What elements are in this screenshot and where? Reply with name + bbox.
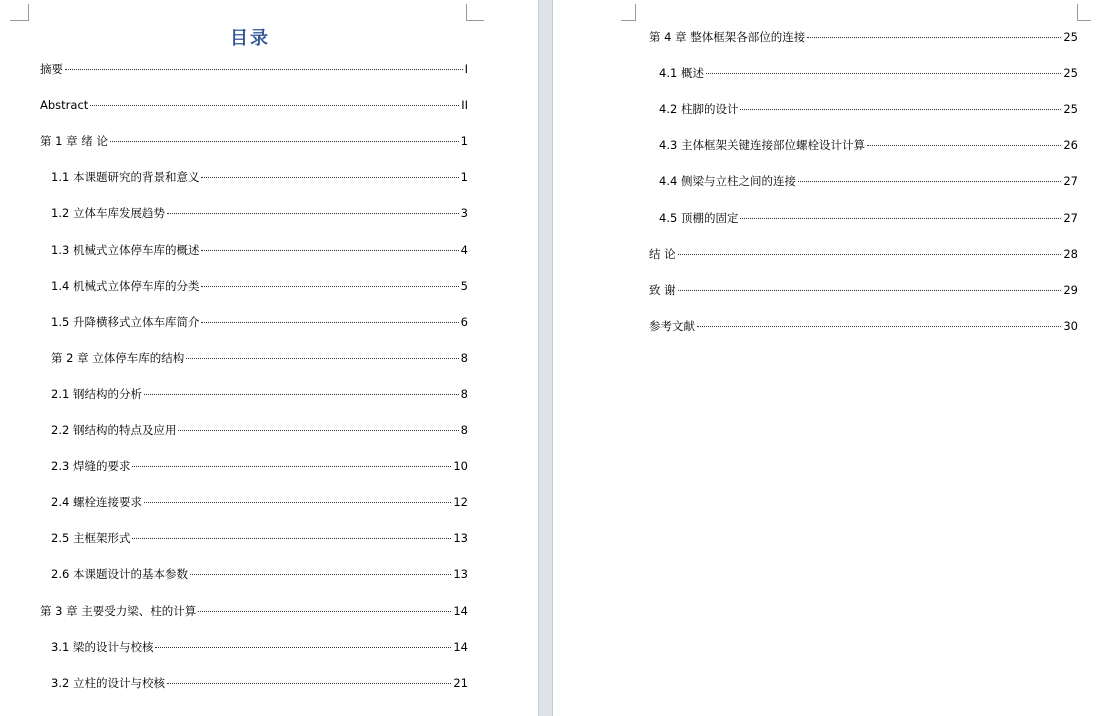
toc-entry-page-number: 4	[460, 242, 468, 257]
toc-entry-label: 1.3 机械式立体停车库的概述	[51, 242, 200, 257]
toc-entry-page-number: 27	[1063, 210, 1078, 225]
toc-entry-page-number: 3	[460, 206, 468, 221]
toc-entry[interactable]	[51, 170, 468, 184]
toc-dot-leader	[740, 218, 1061, 219]
toc-dot-leader	[178, 430, 458, 431]
toc-entry-page-number: 27	[1063, 174, 1078, 189]
toc-entry[interactable]	[649, 30, 1078, 44]
toc-dot-leader	[201, 322, 458, 323]
toc-entry[interactable]	[659, 211, 1078, 225]
toc-dot-leader	[186, 358, 458, 359]
toc-dot-leader	[110, 141, 459, 142]
toc-entry-label: 2.6 本课题设计的基本参数	[51, 567, 188, 582]
toc-dot-leader	[167, 213, 459, 214]
toc-entry-label: 1.2 立体车库发展趋势	[51, 206, 165, 221]
toc-entry[interactable]	[51, 206, 468, 220]
toc-entry[interactable]	[649, 319, 1078, 333]
toc-entry-page-number: 12	[453, 495, 468, 510]
toc-entry-page-number: 29	[1063, 282, 1078, 297]
toc-entry[interactable]	[659, 66, 1078, 80]
toc-entry-label: 第 3 章 主要受力梁、柱的计算	[40, 603, 197, 618]
toc-entry-label: 4.4 侧梁与立柱之间的连接	[659, 174, 796, 189]
toc-dot-leader	[740, 109, 1061, 110]
toc-entry-label: 参考文献	[649, 318, 695, 333]
toc-entry[interactable]	[51, 495, 468, 509]
toc-dot-leader	[798, 181, 1061, 182]
toc-dot-leader	[697, 326, 1061, 327]
toc-entry-label: 4.1 概述	[659, 66, 704, 81]
toc-dot-leader	[807, 37, 1061, 38]
toc-dot-leader	[90, 105, 459, 106]
toc-entry-page-number: 13	[453, 531, 468, 546]
toc-entry-page-number: 1	[460, 170, 468, 185]
toc-entry-page-number: 1	[460, 134, 468, 149]
toc-entry[interactable]	[51, 567, 468, 581]
toc-dot-leader	[167, 683, 451, 684]
toc-entry[interactable]	[51, 243, 468, 257]
toc-entry-label: 致 谢	[649, 282, 676, 297]
toc-entry[interactable]	[659, 102, 1078, 116]
toc-entry-label: 2.4 螺栓连接要求	[51, 495, 142, 510]
toc-dot-leader	[144, 502, 451, 503]
toc-entry-label: 第 2 章 立体停车库的结构	[51, 350, 185, 365]
toc-entry[interactable]	[51, 531, 468, 545]
toc-entry[interactable]	[40, 134, 468, 148]
toc-entry-page-number: 6	[460, 314, 468, 329]
toc-entry-label: 2.3 焊缝的要求	[51, 459, 131, 474]
toc-entry-label: 4.3 主体框架关键连接部位螺栓设计计算	[659, 138, 865, 153]
toc-dot-leader	[201, 286, 458, 287]
toc-dot-leader	[144, 394, 459, 395]
toc-dot-leader	[132, 538, 451, 539]
toc-entry[interactable]	[659, 138, 1078, 152]
toc-entry[interactable]	[40, 604, 468, 618]
toc-entry-label: Abstract	[40, 98, 89, 113]
page-right	[553, 0, 1108, 716]
toc-entry-page-number: 8	[460, 350, 468, 365]
toc-entry-label: 4.2 柱脚的设计	[659, 102, 739, 117]
toc-dot-leader	[678, 254, 1062, 255]
toc-entry[interactable]	[649, 247, 1078, 261]
toc-entry-page-number: 25	[1063, 30, 1078, 44]
toc-entry-label: 3.1 梁的设计与校核	[51, 639, 154, 654]
toc-dot-leader	[155, 647, 451, 648]
toc-entry-label: 1.5 升降横移式立体车库简介	[51, 314, 200, 329]
toc-entry-page-number: 8	[460, 386, 468, 401]
toc-entry-label: 4.5 顶棚的固定	[659, 210, 739, 225]
toc-entry[interactable]	[51, 676, 468, 690]
toc-entry-label: 2.1 钢结构的分析	[51, 386, 142, 401]
toc-dot-leader	[65, 69, 463, 70]
toc-entry[interactable]	[51, 459, 468, 473]
toc-dot-leader	[706, 73, 1061, 74]
toc-entry-page-number: II	[461, 98, 468, 113]
toc-entry[interactable]	[51, 351, 468, 365]
toc-dot-leader	[201, 177, 458, 178]
toc-entry-label: 摘要	[40, 62, 63, 76]
toc-entry[interactable]	[51, 423, 468, 437]
toc-entry-page-number: 8	[460, 423, 468, 437]
toc-entry-page-number: 30	[1063, 318, 1078, 333]
toc-dot-leader	[132, 466, 451, 467]
toc-entry-page-number: 14	[453, 603, 468, 618]
toc-entry-page-number: 25	[1063, 66, 1078, 81]
toc-dot-leader	[201, 250, 458, 251]
toc-entry-label: 结 论	[649, 246, 676, 261]
toc-entry[interactable]	[649, 283, 1078, 297]
toc-entry[interactable]	[659, 174, 1078, 188]
toc-entry-page-number: 28	[1063, 246, 1078, 261]
toc-entry-page-number: 14	[453, 639, 468, 654]
toc-entry[interactable]	[51, 640, 468, 654]
toc-entry-page-number: 5	[460, 278, 468, 293]
toc-dot-leader	[190, 574, 451, 575]
page-left	[0, 0, 538, 716]
toc-entry-page-number: 13	[453, 567, 468, 582]
toc-entry-label: 第 1 章 绪 论	[40, 134, 108, 149]
toc-entry-label: 第 4 章 整体框架各部位的连接	[649, 30, 806, 44]
toc-entry-label: 1.1 本课题研究的背景和意义	[51, 170, 200, 185]
toc-entry-label: 2.2 钢结构的特点及应用	[51, 423, 177, 437]
toc-entry[interactable]	[51, 387, 468, 401]
toc-entry-label: 1.4 机械式立体停车库的分类	[51, 278, 200, 293]
toc-title: 目录	[230, 28, 270, 49]
toc-entry[interactable]	[40, 62, 468, 76]
page-gutter	[538, 0, 553, 716]
toc-entry-page-number: I	[464, 62, 468, 76]
toc-dot-leader	[678, 290, 1062, 291]
toc-entry[interactable]	[40, 98, 468, 112]
toc-entry-page-number: 26	[1063, 138, 1078, 153]
toc-entry[interactable]	[51, 315, 468, 329]
toc-entry[interactable]	[51, 279, 468, 293]
toc-entry-page-number: 10	[453, 459, 468, 474]
toc-entry-page-number: 25	[1063, 102, 1078, 117]
toc-dot-leader	[867, 145, 1061, 146]
toc-entry-label: 2.5 主框架形式	[51, 531, 131, 546]
toc-entry-label: 3.2 立柱的设计与校核	[51, 675, 165, 690]
toc-dot-leader	[198, 611, 451, 612]
toc-entry-page-number: 21	[453, 675, 468, 690]
